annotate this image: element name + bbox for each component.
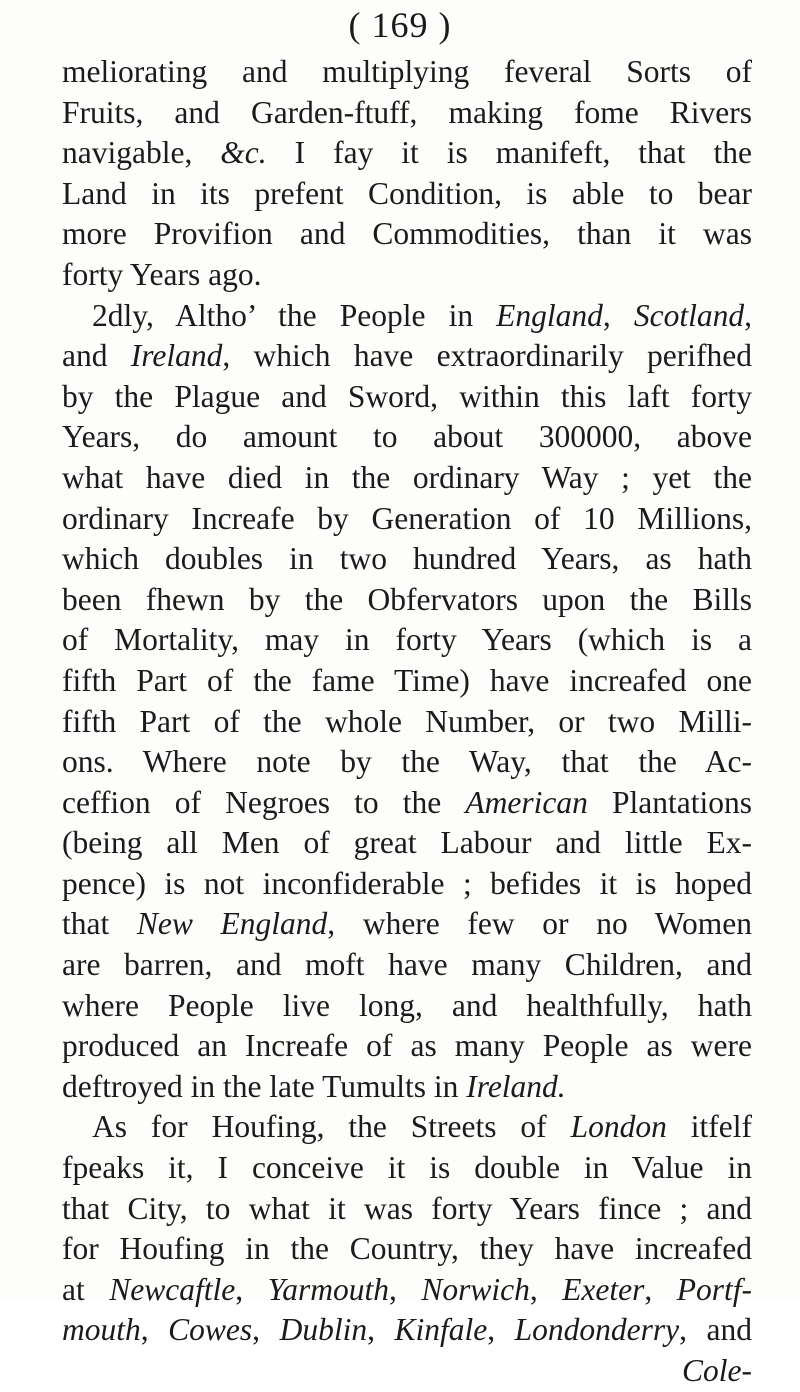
text-line — [62, 702, 752, 743]
italic-text: England — [496, 297, 603, 333]
text-span: navigable, — [62, 135, 221, 171]
text-span: are barren, and moft have many Children, and — [62, 947, 752, 983]
text-span: , and — [679, 1312, 753, 1348]
text-span: , where few or no Women — [327, 906, 752, 942]
italic-text: Yarmouth — [267, 1271, 389, 1307]
text-line — [62, 1229, 752, 1270]
text-span: and — [62, 338, 131, 374]
text-line — [62, 499, 752, 540]
text-line — [62, 1148, 752, 1189]
text-span: As for Houfing, the Streets of — [92, 1109, 571, 1145]
text-span: fifth Part of the fame Time) have increafed one — [62, 662, 752, 698]
text-span: which doubles in two hundred Years, as hath — [62, 541, 752, 577]
text-line — [62, 620, 752, 661]
text-line — [62, 1310, 752, 1351]
text-line — [62, 296, 752, 337]
italic-text: Ireland. — [466, 1068, 566, 1104]
text-span: (being all Men of great Labour and little Ex- — [62, 825, 752, 861]
text-span: , — [602, 297, 634, 333]
text-line — [62, 93, 752, 134]
italic-text: Ireland — [130, 338, 223, 374]
text-span: produced an Increafe of as many People as were — [62, 1028, 752, 1064]
text-span: by the Plague and Sword, within this laft forty — [62, 378, 752, 414]
text-span: more Provifion and Commodities, than it was — [62, 216, 752, 252]
text-line — [62, 255, 752, 296]
text-line — [62, 539, 752, 580]
italic-text: Exeter — [562, 1271, 645, 1307]
text-line — [62, 214, 752, 255]
text-line — [62, 1270, 752, 1311]
text-span: , — [252, 1312, 280, 1348]
text-span: for Houfing in the Country, they have increafed — [62, 1231, 752, 1267]
text-span: where People live long, and healthfully, hath — [62, 987, 752, 1023]
text-line — [62, 580, 752, 621]
text-span: Plantations — [587, 784, 753, 820]
text-line — [62, 864, 752, 905]
text-line — [62, 1189, 752, 1230]
text-span: what have died in the ordinary Way ; yet the — [62, 459, 752, 495]
text-line — [62, 904, 752, 945]
text-span: meliorating and multiplying feveral Sorts of — [62, 54, 752, 89]
italic-text: Cowes — [168, 1312, 253, 1348]
body-text — [62, 52, 752, 1392]
text-span: , — [529, 1271, 563, 1307]
text-span: 2dly, Altho’ the People in — [92, 297, 497, 333]
text-line — [62, 377, 752, 418]
text-span: , — [367, 1312, 395, 1348]
text-span: ceffion of Negroes to the — [62, 784, 466, 820]
text-span: , — [140, 1312, 169, 1348]
text-span: , which have extraordinarily perifhed — [222, 338, 753, 374]
italic-text: Norwich — [421, 1271, 530, 1307]
text-span: Fruits, and Garden-ftuff, making fome Rivers — [62, 94, 752, 130]
italic-text: Scotland — [633, 297, 745, 333]
italic-text: London — [570, 1109, 667, 1145]
text-span: that — [62, 906, 137, 942]
italic-text: American — [465, 784, 588, 820]
italic-text: Cole- — [682, 1353, 752, 1388]
text-line — [62, 336, 752, 377]
text-line — [62, 458, 752, 499]
text-line — [62, 52, 752, 93]
text-span: that City, to what it was forty Years fince ; and — [62, 1190, 752, 1226]
text-span: , — [744, 297, 753, 333]
text-span: forty Years ago. — [62, 256, 262, 292]
text-line — [62, 783, 752, 824]
text-span: , — [235, 1271, 268, 1307]
italic-text: Londonderry — [514, 1312, 680, 1348]
text-line — [62, 945, 752, 986]
italic-text: Newcaftle — [109, 1271, 236, 1307]
text-span: pence) is not inconfiderable ; befides it is hoped — [62, 865, 752, 901]
text-line — [62, 133, 752, 174]
text-span: Land in its prefent Condition, is able to bear — [62, 175, 752, 211]
italic-text: Dublin — [279, 1312, 368, 1348]
text-span: ordinary Increafe by Generation of 10 Millions, — [62, 500, 752, 536]
text-line — [62, 1026, 752, 1067]
text-line — [62, 417, 752, 458]
page-number-header: ( 169 ) — [348, 5, 452, 45]
italic-text: Kinfale — [394, 1312, 488, 1348]
italic-text: New England — [136, 906, 328, 942]
text-line — [62, 986, 752, 1027]
text-span: , — [487, 1312, 515, 1348]
text-line — [62, 1067, 752, 1108]
text-span: been fhewn by the Obfervators upon the Bills — [62, 581, 752, 617]
text-line — [62, 823, 752, 864]
text-line — [62, 742, 752, 783]
text-span: ons. Where note by the Way, that the Ac- — [62, 744, 752, 780]
italic-text: mouth — [62, 1312, 141, 1348]
text-line — [62, 174, 752, 215]
text-span: itfelf — [666, 1109, 752, 1145]
italic-text: &c. — [220, 135, 267, 171]
text-span: fifth Part of the whole Number, or two Milli- — [62, 703, 752, 739]
text-line — [62, 1107, 752, 1148]
text-span: Years, do amount to about 300000, above — [62, 419, 752, 455]
italic-text: Portf- — [676, 1271, 752, 1307]
text-span: fpeaks it, I conceive it is double in Value in — [62, 1150, 752, 1186]
text-line — [62, 661, 752, 702]
text-span: , — [388, 1271, 422, 1307]
text-span: of Mortality, may in forty Years (which is a — [62, 622, 752, 658]
text-span: I fay it is manifeft, that the — [266, 135, 752, 171]
text-span: deftroyed in the late Tumults in — [62, 1068, 467, 1104]
text-span: at — [62, 1271, 110, 1307]
text-line — [62, 1351, 752, 1392]
text-span: , — [644, 1271, 677, 1307]
